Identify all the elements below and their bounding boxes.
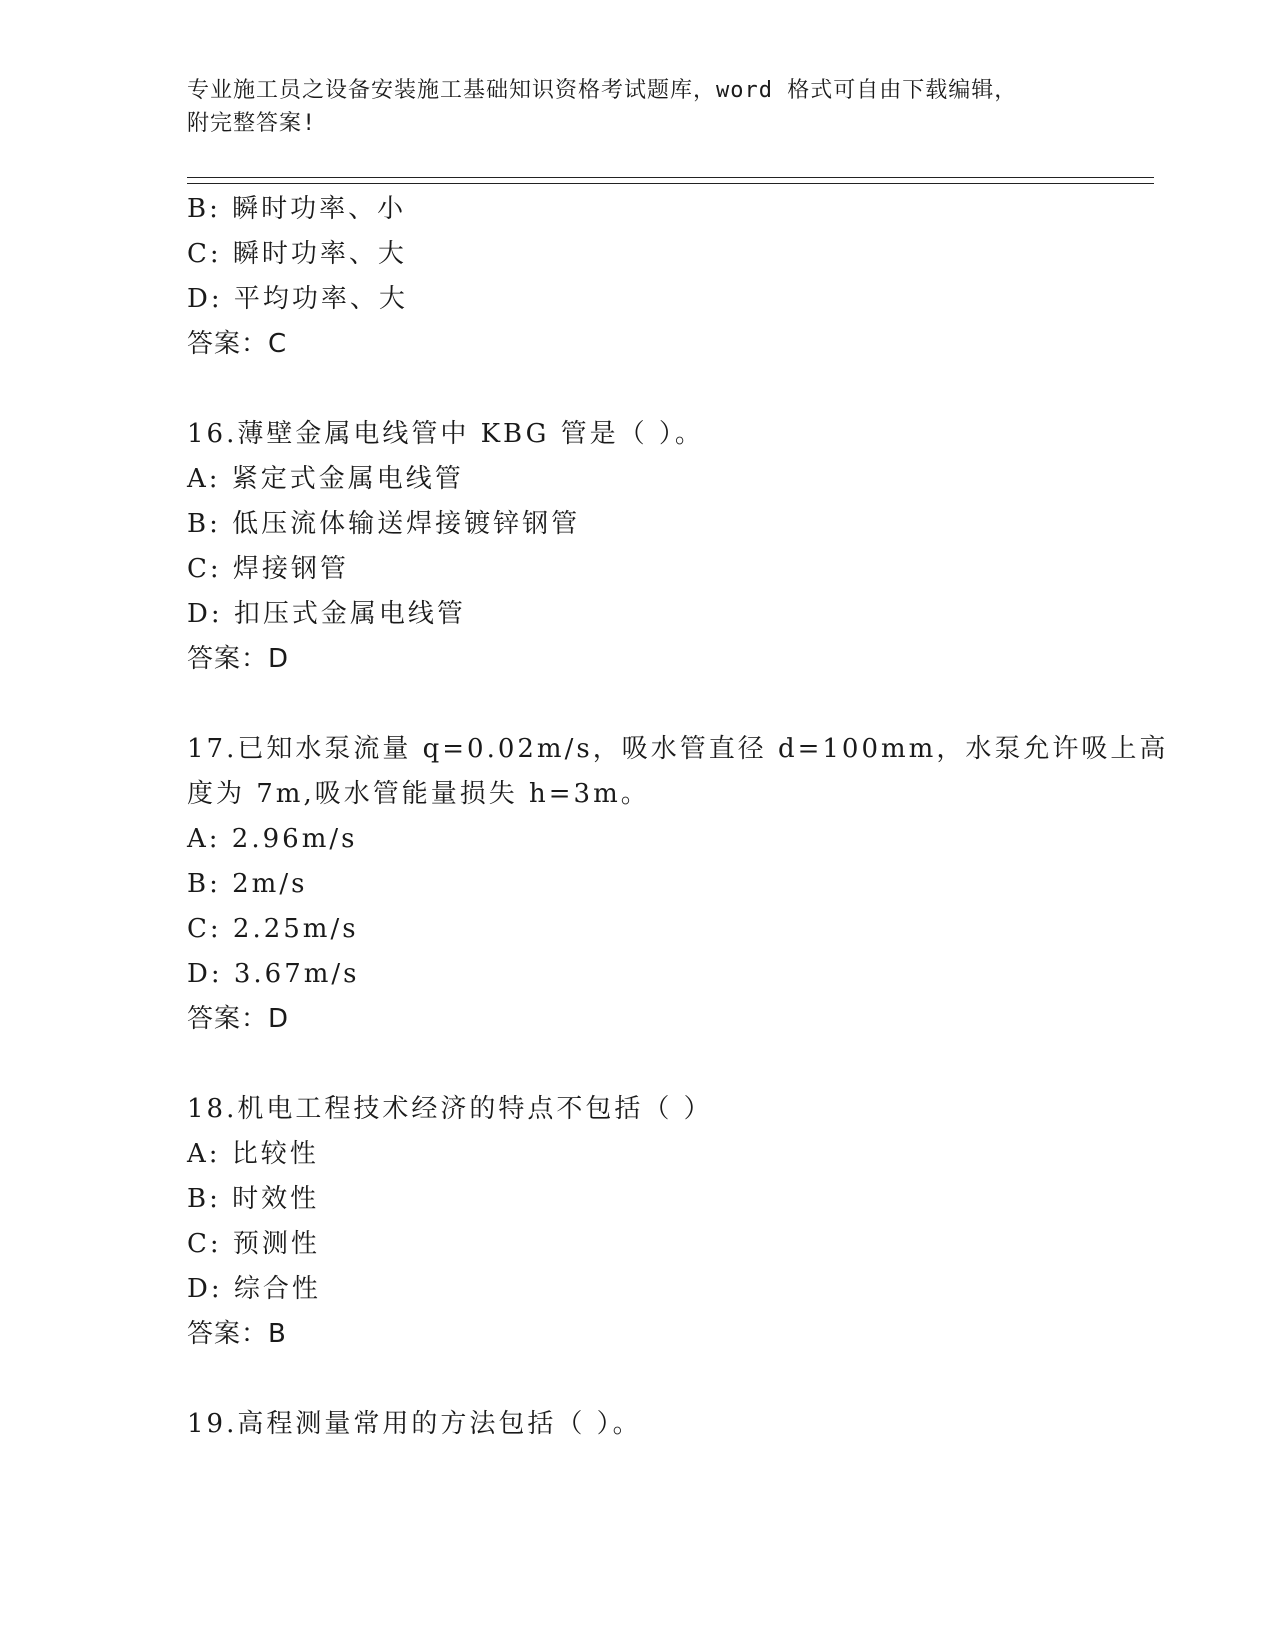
q18-option-a: A: 比较性 — [187, 1139, 319, 1169]
q18-option-b: B: 时效性 — [187, 1184, 320, 1214]
q17-question-line-2: 度为 7m,吸水管能量损失 h=3m。 — [187, 779, 650, 809]
q15-option-b: B: 瞬时功率、小 — [187, 194, 407, 224]
q18-answer: 答案：B — [187, 1319, 287, 1349]
q16-question: 16.薄壁金属电线管中 KBG 管是（ ）。 — [187, 419, 704, 449]
q16-option-c: C: 焊接钢管 — [187, 554, 349, 584]
q17-option-d: D: 3.67m/s — [187, 959, 360, 989]
header-line-2: 附完整答案! — [187, 111, 317, 136]
q16-answer: 答案：D — [187, 644, 290, 674]
header-divider-top — [187, 177, 1154, 178]
q17-question-line-1: 17.已知水泵流量 q=0.02m/s，吸水管直径 d=100mm，水泵允许吸上高 — [187, 734, 1169, 764]
q15-option-d: D: 平均功率、大 — [187, 284, 408, 314]
q18-question: 18.机电工程技术经济的特点不包括（ ） — [187, 1094, 713, 1124]
q18-option-d: D: 综合性 — [187, 1274, 321, 1304]
q16-option-b: B: 低压流体输送焊接镀锌钢管 — [187, 509, 581, 539]
q15-option-c: C: 瞬时功率、大 — [187, 239, 407, 269]
header-line-1: 专业施工员之设备安装施工基础知识资格考试题库，word 格式可自由下载编辑， — [187, 78, 1018, 103]
q17-option-a: A: 2.96m/s — [187, 824, 358, 854]
q17-option-c: C: 2.25m/s — [187, 914, 359, 944]
q19-question: 19.高程测量常用的方法包括（ ）。 — [187, 1409, 642, 1439]
q17-answer: 答案：D — [187, 1004, 290, 1034]
q17-option-b: B: 2m/s — [187, 869, 308, 899]
q16-option-a: A: 紧定式金属电线管 — [187, 464, 464, 494]
header-divider-bottom — [187, 183, 1154, 184]
q18-option-c: C: 预测性 — [187, 1229, 320, 1259]
q15-answer: 答案：C — [187, 329, 288, 359]
q16-option-d: D: 扣压式金属电线管 — [187, 599, 466, 629]
document-header — [187, 74, 1087, 140]
